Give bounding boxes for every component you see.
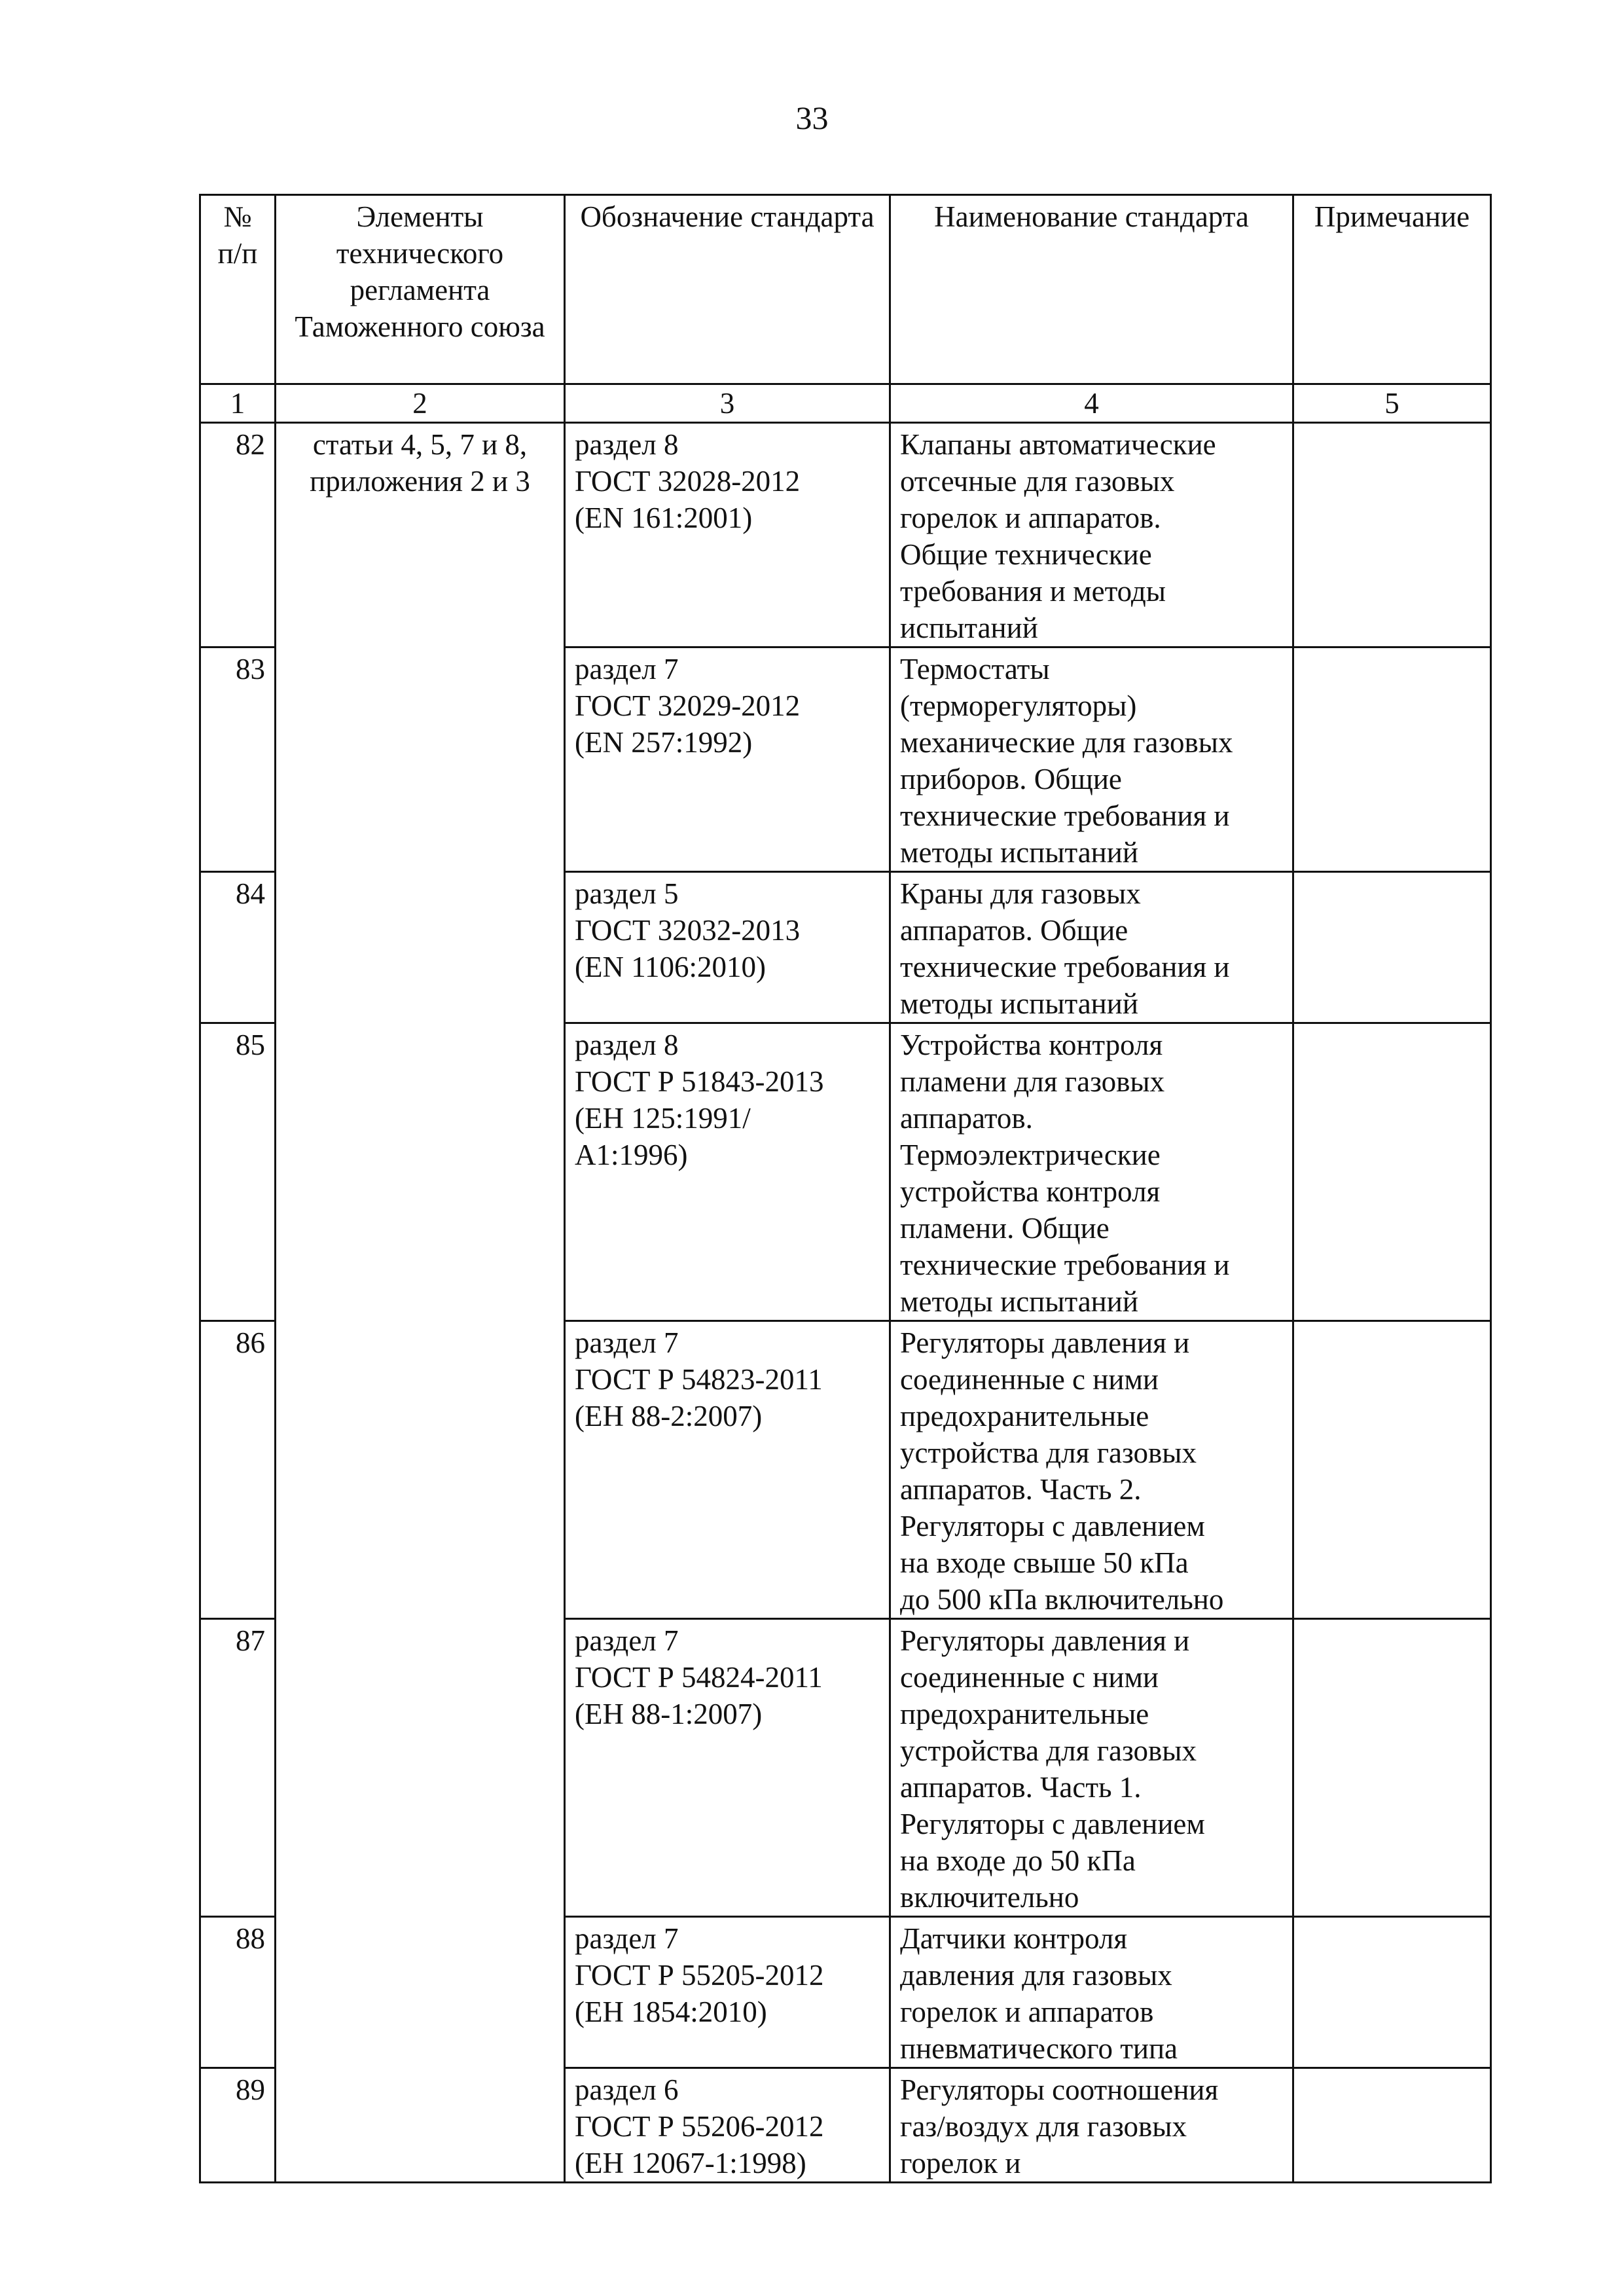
designation-line: А1:1996): [575, 1139, 688, 1171]
standard-name-line: технические требования и: [900, 799, 1230, 832]
elements-line: приложения 2 и 3: [310, 465, 530, 498]
designation-cell: [565, 423, 890, 647]
standard-name-cell: [890, 1619, 1293, 1917]
note-cell: [1293, 1619, 1491, 1917]
header-note: Примечание: [1293, 195, 1491, 384]
standard-name-line: горелок и аппаратов: [900, 1995, 1154, 2028]
note-cell: [1293, 647, 1491, 872]
standard-name-line: предохранительные: [900, 1400, 1149, 1432]
note-cell: [1293, 2068, 1491, 2183]
designation-cell: [565, 1917, 890, 2068]
standard-name-cell: [890, 1321, 1293, 1619]
designation-line: (ЕН 1854:2010): [575, 1995, 767, 2028]
designation-line: ГОСТ Р 51843-2013: [575, 1065, 824, 1098]
designation-line: раздел 6: [575, 2073, 679, 2106]
standard-name-line: Датчики контроля: [900, 1922, 1128, 1955]
standard-name-line: приборов. Общие: [900, 763, 1122, 795]
designation-line: ГОСТ 32032-2013: [575, 914, 801, 947]
designation-line: (ЕН 88-2:2007): [575, 1400, 763, 1432]
row-number: 85: [200, 1023, 276, 1321]
standard-name-line: пламени для газовых: [900, 1065, 1165, 1098]
row-number: 83: [200, 647, 276, 872]
standard-name-cell: [890, 2068, 1293, 2183]
standard-name-line: Регуляторы давления и: [900, 1326, 1190, 1359]
standard-name-cell: [890, 872, 1293, 1023]
standard-name-line: горелок и: [900, 2147, 1021, 2179]
row-number: 88: [200, 1917, 276, 2068]
standard-name-line: устройства для газовых: [900, 1436, 1197, 1469]
designation-line: ГОСТ 32028-2012: [575, 465, 801, 498]
note-cell: [1293, 1917, 1491, 2068]
table-header-row: [200, 195, 1491, 384]
elements-cell: [276, 423, 565, 2183]
header-number: № п/п: [200, 195, 276, 384]
column-number: 4: [890, 384, 1293, 423]
standard-name-cell: [890, 423, 1293, 647]
column-number-row: [200, 384, 1491, 423]
designation-line: раздел 7: [575, 653, 679, 685]
designation-line: ГОСТ Р 54824-2011: [575, 1661, 823, 1694]
designation-line: (EN 257:1992): [575, 726, 753, 759]
standard-name-line: Устройства контроля: [900, 1029, 1163, 1061]
designation-cell: [565, 2068, 890, 2183]
header-name: Наименование стандарта: [890, 195, 1293, 384]
standard-name-line: соединенные с ними: [900, 1661, 1159, 1694]
standard-name-line: Регуляторы с давлением: [900, 1510, 1205, 1542]
standard-name-line: предохранительные: [900, 1698, 1149, 1730]
standard-name-line: Регуляторы давления и: [900, 1624, 1190, 1657]
column-number: 3: [565, 384, 890, 423]
standard-name-line: Общие технические: [900, 538, 1152, 571]
standard-name-line: включительно: [900, 1881, 1079, 1914]
note-cell: [1293, 1321, 1491, 1619]
standard-name-line: пламени. Общие: [900, 1212, 1110, 1245]
standard-name-line: методы испытаний: [900, 836, 1138, 869]
note-cell: [1293, 423, 1491, 647]
standard-name-line: технические требования и: [900, 951, 1230, 983]
standard-name-line: Регуляторы соотношения: [900, 2073, 1219, 2106]
designation-line: (ЕН 12067-1:1998): [575, 2147, 806, 2179]
standard-name-line: Регуляторы с давлением: [900, 1808, 1205, 1840]
standard-name-line: Термоэлектрические: [900, 1139, 1161, 1171]
designation-line: ГОСТ Р 55205-2012: [575, 1959, 824, 1992]
standard-name-cell: [890, 647, 1293, 872]
standards-table: [199, 194, 1492, 2183]
designation-line: (EN 161:2001): [575, 501, 753, 534]
designation-line: раздел 7: [575, 1326, 679, 1359]
table-body: [200, 423, 1491, 2183]
standard-name-line: газ/воздух для газовых: [900, 2110, 1187, 2143]
designation-cell: [565, 1023, 890, 1321]
standard-name-line: горелок и аппаратов.: [900, 501, 1161, 534]
standard-name-line: аппаратов. Часть 2.: [900, 1473, 1142, 1506]
header-designation: Обозначение стандарта: [565, 195, 890, 384]
designation-line: (ЕН 88-1:2007): [575, 1698, 763, 1730]
designation-cell: [565, 647, 890, 872]
standard-name-cell: [890, 1917, 1293, 2068]
designation-cell: [565, 1619, 890, 1917]
designation-line: ГОСТ Р 55206-2012: [575, 2110, 824, 2143]
header-elements: Элементы технического регламента Таможенного союза: [276, 195, 565, 384]
standard-name-line: механические для газовых: [900, 726, 1233, 759]
row-number: 84: [200, 872, 276, 1023]
standard-name-line: соединенные с ними: [900, 1363, 1159, 1396]
designation-line: (ЕН 125:1991/: [575, 1102, 751, 1135]
standard-name-line: испытаний: [900, 611, 1038, 644]
note-cell: [1293, 1023, 1491, 1321]
standard-name-line: Клапаны автоматические: [900, 428, 1216, 461]
designation-cell: [565, 872, 890, 1023]
standard-name-line: технические требования и: [900, 1248, 1230, 1281]
standard-name-line: методы испытаний: [900, 987, 1138, 1020]
elements-line: статьи 4, 5, 7 и 8,: [312, 428, 528, 461]
designation-line: раздел 7: [575, 1624, 679, 1657]
standard-name-line: методы испытаний: [900, 1285, 1138, 1318]
table-row: [200, 423, 1491, 647]
standard-name-line: устройства для газовых: [900, 1734, 1197, 1767]
designation-line: раздел 8: [575, 428, 679, 461]
page-number: 33: [795, 100, 829, 136]
standard-name-line: пневматического типа: [900, 2032, 1178, 2065]
note-cell: [1293, 872, 1491, 1023]
designation-line: раздел 8: [575, 1029, 679, 1061]
row-number: 89: [200, 2068, 276, 2183]
standard-name-line: аппаратов. Часть 1.: [900, 1771, 1142, 1804]
designation-line: ГОСТ 32029-2012: [575, 689, 801, 722]
standard-name-line: аппаратов.: [900, 1102, 1033, 1135]
designation-cell: [565, 1321, 890, 1619]
standard-name-line: устройства контроля: [900, 1175, 1161, 1208]
standard-name-line: требования и методы: [900, 575, 1166, 608]
designation-line: раздел 5: [575, 877, 679, 910]
row-number: 86: [200, 1321, 276, 1619]
column-number: 1: [200, 384, 276, 423]
designation-line: раздел 7: [575, 1922, 679, 1955]
column-number: 2: [276, 384, 565, 423]
designation-line: ГОСТ Р 54823-2011: [575, 1363, 823, 1396]
designation-line: (EN 1106:2010): [575, 951, 767, 983]
standard-name-line: отсечные для газовых: [900, 465, 1175, 498]
row-number: 87: [200, 1619, 276, 1917]
standard-name-cell: [890, 1023, 1293, 1321]
standard-name-line: на входе свыше 50 кПа: [900, 1546, 1189, 1579]
standard-name-line: (терморегуляторы): [900, 689, 1137, 722]
standard-name-line: Термостаты: [900, 653, 1050, 685]
standard-name-line: на входе до 50 кПа: [900, 1844, 1136, 1877]
column-number: 5: [1293, 384, 1491, 423]
standard-name-line: давления для газовых: [900, 1959, 1172, 1992]
standard-name-line: аппаратов. Общие: [900, 914, 1128, 947]
row-number: 82: [200, 423, 276, 647]
standard-name-line: до 500 кПа включительно: [900, 1583, 1224, 1616]
standard-name-line: Краны для газовых: [900, 877, 1141, 910]
